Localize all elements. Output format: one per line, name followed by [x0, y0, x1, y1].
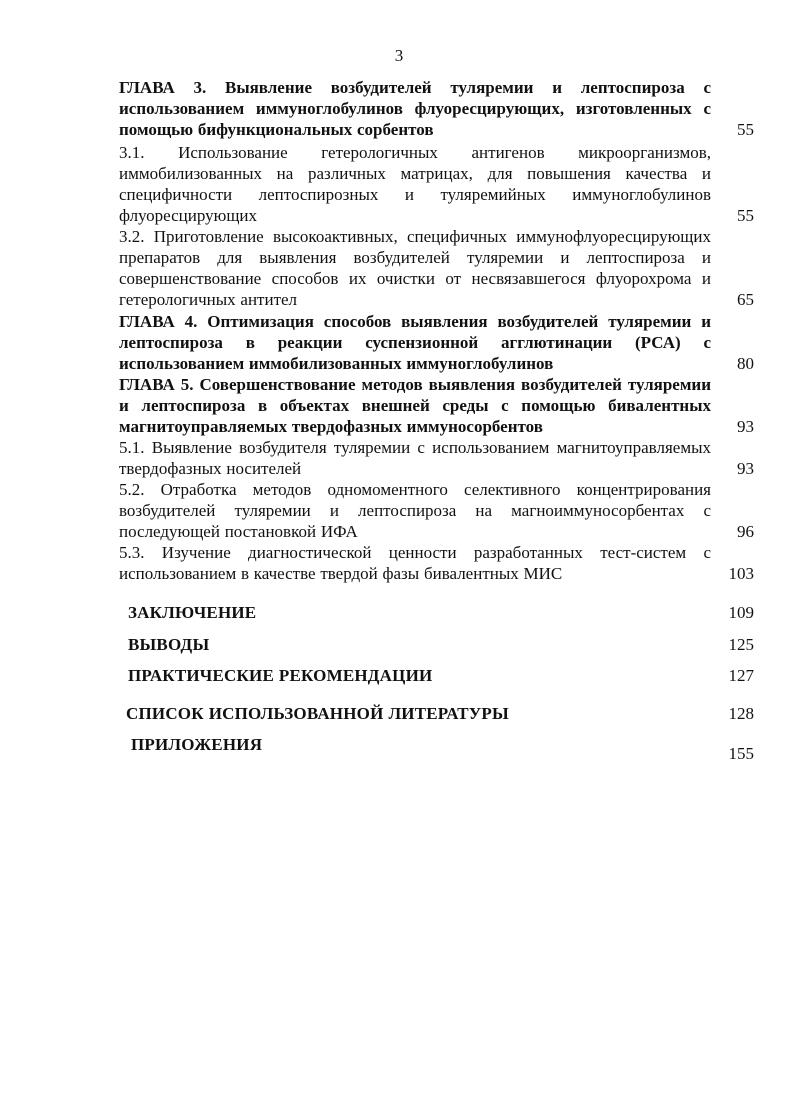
toc-entry-page: 93	[737, 417, 754, 436]
toc-entry-page: 93	[737, 459, 754, 478]
toc-entry-title: 5.1. Выявление возбудителя туляремии с использованием магнитоуправляемых твердофазных носителей	[119, 438, 711, 478]
toc-entry-title: ГЛАВА 5. Совершенствование методов выявления возбудителей туляремии и лептоспироза в объектах внешней среды с помощью бивалентных магнитоуправляемых твердофазных иммуносорбентов	[119, 375, 711, 436]
toc-entry-page: 103	[728, 564, 754, 583]
toc-entry-page: 96	[737, 522, 754, 541]
toc-section-title: ПРАКТИЧЕСКИЕ РЕКОМЕНДАЦИИ	[128, 666, 433, 685]
toc-section-title: ПРИЛОЖЕНИЯ	[131, 735, 263, 754]
toc-section-title: СПИСОК ИСПОЛЬЗОВАННОЙ ЛИТЕРАТУРЫ	[126, 704, 509, 723]
toc-section-page: 109	[728, 603, 754, 622]
toc-entry-title: ГЛАВА 4. Оптимизация способов выявления возбудителей туляремии и лептоспироза в реакции суспензионной агглютинации (РСА) с использованием иммобилизованных иммуноглобулинов	[119, 312, 711, 373]
toc-entry-title: 3.1. Использование гетерологичных антигенов микроорганизмов, иммобилизованных на различных матрицах, для повышения качества и специфичности лептоспирозных и туляремийных иммуноглобулинов флуоресцирующих	[119, 143, 711, 225]
toc-section-page: 128	[728, 704, 754, 723]
toc-section-page: 127	[728, 666, 754, 685]
toc-entry-page: 65	[737, 290, 754, 309]
toc-section-title: ЗАКЛЮЧЕНИЕ	[128, 603, 257, 622]
toc-entry-title: ГЛАВА 3. Выявление возбудителей туляремии и лептоспироза с использованием иммуноглобулинов флуоресцирующих, изготовленных с помощью бифункциональных сорбентов	[119, 78, 711, 139]
toc-entry-page: 80	[737, 354, 754, 373]
toc-entry-page: 55	[737, 120, 754, 139]
toc-entry-title: 5.3. Изучение диагностической ценности разработанных тест-систем с использованием в качестве твердой фазы бивалентных МИС	[119, 543, 711, 583]
toc-section-page: 155	[728, 744, 754, 763]
toc-entry-title: 3.2. Приготовление высокоактивных, специфичных иммунофлуоресцирующих препаратов для выявления возбудителей туляремии и лептоспироза и совершенствование способов их очистки от несвязавшегося флуорохрома и гетерологичных антител	[119, 227, 711, 309]
toc-section-page: 125	[728, 635, 754, 654]
toc-section-title: ВЫВОДЫ	[128, 635, 210, 654]
page-number: 3	[394, 46, 404, 65]
toc-entry-title: 5.2. Отработка методов одномоментного селективного концентрирования возбудителей туляремии и лептоспироза на магноиммуносорбентах с последующей постановкой ИФА	[119, 480, 711, 541]
toc-entry-page: 55	[737, 206, 754, 225]
